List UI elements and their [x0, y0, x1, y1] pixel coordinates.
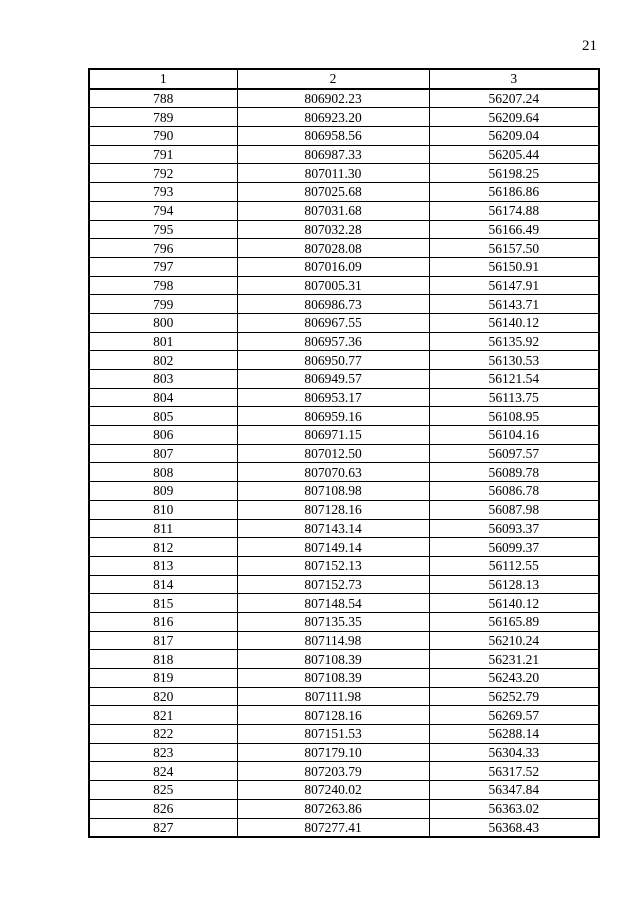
table-row [89, 127, 599, 146]
cell-y-coordinate: 56097.57 [429, 444, 599, 463]
header-cell-point-number: 1 [89, 69, 237, 89]
header-cell-y-coordinate: 3 [429, 69, 599, 89]
cell-x-coordinate: 807143.14 [237, 519, 429, 538]
cell-point-number: 798 [89, 276, 237, 295]
cell-point-number: 812 [89, 538, 237, 557]
cell-point-number: 794 [89, 201, 237, 220]
cell-x-coordinate: 807108.98 [237, 482, 429, 501]
cell-x-coordinate: 807128.16 [237, 500, 429, 519]
table-row [89, 426, 599, 445]
cell-x-coordinate: 807011.30 [237, 164, 429, 183]
cell-y-coordinate: 56147.91 [429, 276, 599, 295]
table-row [89, 276, 599, 295]
cell-y-coordinate: 56150.91 [429, 257, 599, 276]
table-row [89, 388, 599, 407]
cell-x-coordinate: 807151.53 [237, 725, 429, 744]
coordinates-table [88, 68, 600, 838]
cell-point-number: 790 [89, 127, 237, 146]
cell-point-number: 814 [89, 575, 237, 594]
cell-point-number: 818 [89, 650, 237, 669]
page-number: 21 [582, 38, 597, 54]
cell-y-coordinate: 56198.25 [429, 164, 599, 183]
cell-y-coordinate: 56174.88 [429, 201, 599, 220]
cell-y-coordinate: 56128.13 [429, 575, 599, 594]
table-row [89, 164, 599, 183]
cell-x-coordinate: 807108.39 [237, 650, 429, 669]
cell-point-number: 811 [89, 519, 237, 538]
cell-x-coordinate: 806950.77 [237, 351, 429, 370]
cell-point-number: 826 [89, 799, 237, 818]
cell-y-coordinate: 56243.20 [429, 669, 599, 688]
cell-x-coordinate: 807203.79 [237, 762, 429, 781]
table-row [89, 482, 599, 501]
cell-point-number: 815 [89, 594, 237, 613]
cell-y-coordinate: 56130.53 [429, 351, 599, 370]
cell-y-coordinate: 56205.44 [429, 145, 599, 164]
cell-x-coordinate: 807031.68 [237, 201, 429, 220]
table-row [89, 799, 599, 818]
table-row [89, 725, 599, 744]
cell-y-coordinate: 56104.16 [429, 426, 599, 445]
table-row [89, 332, 599, 351]
cell-y-coordinate: 56087.98 [429, 500, 599, 519]
cell-point-number: 820 [89, 687, 237, 706]
cell-y-coordinate: 56288.14 [429, 725, 599, 744]
cell-point-number: 808 [89, 463, 237, 482]
header-row [89, 69, 599, 89]
cell-x-coordinate: 807108.39 [237, 669, 429, 688]
cell-point-number: 792 [89, 164, 237, 183]
table-row [89, 650, 599, 669]
cell-point-number: 807 [89, 444, 237, 463]
table-row [89, 295, 599, 314]
cell-x-coordinate: 807148.54 [237, 594, 429, 613]
cell-point-number: 822 [89, 725, 237, 744]
cell-x-coordinate: 807152.13 [237, 556, 429, 575]
table-row [89, 257, 599, 276]
cell-x-coordinate: 807277.41 [237, 818, 429, 837]
cell-y-coordinate: 56210.24 [429, 631, 599, 650]
cell-x-coordinate: 807240.02 [237, 781, 429, 800]
cell-x-coordinate: 807149.14 [237, 538, 429, 557]
cell-point-number: 813 [89, 556, 237, 575]
cell-y-coordinate: 56269.57 [429, 706, 599, 725]
cell-y-coordinate: 56317.52 [429, 762, 599, 781]
cell-x-coordinate: 807032.28 [237, 220, 429, 239]
cell-point-number: 793 [89, 183, 237, 202]
cell-x-coordinate: 806971.15 [237, 426, 429, 445]
cell-x-coordinate: 806987.33 [237, 145, 429, 164]
cell-x-coordinate: 807012.50 [237, 444, 429, 463]
cell-point-number: 788 [89, 89, 237, 108]
table-row [89, 108, 599, 127]
cell-x-coordinate: 807025.68 [237, 183, 429, 202]
table-row [89, 183, 599, 202]
table-row [89, 351, 599, 370]
cell-x-coordinate: 807114.98 [237, 631, 429, 650]
cell-y-coordinate: 56165.89 [429, 612, 599, 631]
table-row [89, 538, 599, 557]
table-row [89, 631, 599, 650]
cell-x-coordinate: 806949.57 [237, 370, 429, 389]
cell-point-number: 800 [89, 313, 237, 332]
cell-point-number: 817 [89, 631, 237, 650]
table-row [89, 444, 599, 463]
cell-point-number: 796 [89, 239, 237, 258]
table-row [89, 818, 599, 837]
cell-y-coordinate: 56363.02 [429, 799, 599, 818]
table-row [89, 313, 599, 332]
cell-y-coordinate: 56209.64 [429, 108, 599, 127]
cell-y-coordinate: 56252.79 [429, 687, 599, 706]
cell-y-coordinate: 56093.37 [429, 519, 599, 538]
cell-y-coordinate: 56157.50 [429, 239, 599, 258]
cell-y-coordinate: 56140.12 [429, 313, 599, 332]
cell-point-number: 816 [89, 612, 237, 631]
cell-y-coordinate: 56108.95 [429, 407, 599, 426]
table-row [89, 612, 599, 631]
table-row [89, 500, 599, 519]
table-row [89, 89, 599, 108]
cell-point-number: 821 [89, 706, 237, 725]
header-cell-x-coordinate: 2 [237, 69, 429, 89]
cell-x-coordinate: 806957.36 [237, 332, 429, 351]
cell-y-coordinate: 56099.37 [429, 538, 599, 557]
cell-x-coordinate: 807263.86 [237, 799, 429, 818]
cell-point-number: 801 [89, 332, 237, 351]
cell-point-number: 795 [89, 220, 237, 239]
cell-y-coordinate: 56135.92 [429, 332, 599, 351]
cell-x-coordinate: 806902.23 [237, 89, 429, 108]
cell-y-coordinate: 56186.86 [429, 183, 599, 202]
cell-x-coordinate: 807111.98 [237, 687, 429, 706]
cell-x-coordinate: 806923.20 [237, 108, 429, 127]
table-row [89, 687, 599, 706]
cell-x-coordinate: 807135.35 [237, 612, 429, 631]
cell-x-coordinate: 806967.55 [237, 313, 429, 332]
cell-point-number: 797 [89, 257, 237, 276]
cell-point-number: 810 [89, 500, 237, 519]
cell-y-coordinate: 56121.54 [429, 370, 599, 389]
cell-x-coordinate: 806958.56 [237, 127, 429, 146]
cell-point-number: 803 [89, 370, 237, 389]
cell-y-coordinate: 56368.43 [429, 818, 599, 837]
cell-point-number: 809 [89, 482, 237, 501]
cell-x-coordinate: 807005.31 [237, 276, 429, 295]
cell-y-coordinate: 56166.49 [429, 220, 599, 239]
table-row [89, 463, 599, 482]
cell-point-number: 791 [89, 145, 237, 164]
table-row [89, 239, 599, 258]
table-body [89, 89, 599, 838]
cell-y-coordinate: 56089.78 [429, 463, 599, 482]
table-row [89, 743, 599, 762]
cell-point-number: 804 [89, 388, 237, 407]
table-row [89, 575, 599, 594]
table-row [89, 706, 599, 725]
cell-y-coordinate: 56304.33 [429, 743, 599, 762]
cell-y-coordinate: 56231.21 [429, 650, 599, 669]
table-row [89, 220, 599, 239]
cell-point-number: 806 [89, 426, 237, 445]
table-row [89, 556, 599, 575]
cell-y-coordinate: 56209.04 [429, 127, 599, 146]
cell-x-coordinate: 806986.73 [237, 295, 429, 314]
cell-x-coordinate: 807028.08 [237, 239, 429, 258]
cell-point-number: 827 [89, 818, 237, 837]
cell-point-number: 825 [89, 781, 237, 800]
table-row [89, 594, 599, 613]
table-row [89, 370, 599, 389]
cell-y-coordinate: 56347.84 [429, 781, 599, 800]
table-row [89, 407, 599, 426]
cell-point-number: 789 [89, 108, 237, 127]
cell-x-coordinate: 806953.17 [237, 388, 429, 407]
cell-y-coordinate: 56113.75 [429, 388, 599, 407]
table-row [89, 145, 599, 164]
cell-point-number: 823 [89, 743, 237, 762]
cell-y-coordinate: 56207.24 [429, 89, 599, 108]
cell-y-coordinate: 56112.55 [429, 556, 599, 575]
cell-point-number: 802 [89, 351, 237, 370]
cell-y-coordinate: 56143.71 [429, 295, 599, 314]
cell-x-coordinate: 806959.16 [237, 407, 429, 426]
table-row [89, 669, 599, 688]
cell-point-number: 819 [89, 669, 237, 688]
cell-x-coordinate: 807179.10 [237, 743, 429, 762]
cell-x-coordinate: 807128.16 [237, 706, 429, 725]
cell-point-number: 799 [89, 295, 237, 314]
table-row [89, 201, 599, 220]
cell-x-coordinate: 807070.63 [237, 463, 429, 482]
table-row [89, 762, 599, 781]
cell-y-coordinate: 56140.12 [429, 594, 599, 613]
table-header [89, 69, 599, 89]
cell-point-number: 805 [89, 407, 237, 426]
table-row [89, 781, 599, 800]
cell-point-number: 824 [89, 762, 237, 781]
cell-y-coordinate: 56086.78 [429, 482, 599, 501]
table-row [89, 519, 599, 538]
cell-x-coordinate: 807016.09 [237, 257, 429, 276]
cell-x-coordinate: 807152.73 [237, 575, 429, 594]
